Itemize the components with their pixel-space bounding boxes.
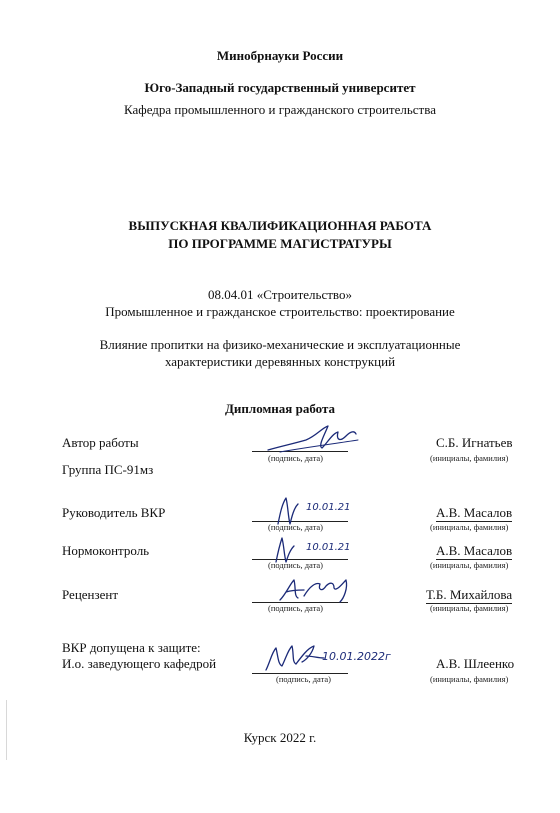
head-handwritten-date: 10.01.2022г <box>322 650 391 663</box>
supervisor-signature <box>270 494 310 528</box>
student-group: Группа ПС-91мз <box>62 462 154 477</box>
reviewer-name: Т.Б. Михайлова <box>426 587 513 602</box>
reviewer-role-label: Рецензент <box>62 587 119 602</box>
university-name: Юго-Западный государственный университет <box>144 80 416 95</box>
document-title-line2: ПО ПРОГРАММЕ МАГИСТРАТУРЫ <box>168 236 392 251</box>
normcontrol-name-caption: (инициалы, фамилия) <box>430 560 509 570</box>
supervisor-handwritten-date: 10.01.21 <box>306 502 351 513</box>
head-name: А.В. Шлеенко <box>436 656 515 671</box>
normcontrol-signature <box>270 534 310 566</box>
reviewer-signature-caption: (подпись, дата) <box>268 603 324 613</box>
supervisor-role-label: Руководитель ВКР <box>62 505 166 520</box>
specialty-profile: Промышленное и гражданское строительство: проектирование <box>105 304 455 319</box>
scan-margin-line <box>6 700 7 760</box>
reviewer-signature <box>276 572 356 606</box>
normcontrol-name: А.В. Масалов <box>436 543 513 558</box>
head-signature-caption: (подпись, дата) <box>276 674 332 684</box>
normcontrol-signature-caption: (подпись, дата) <box>268 560 324 570</box>
author-role-label: Автор работы <box>62 435 139 450</box>
ministry-name: Минобрнауки России <box>216 48 344 63</box>
city-year: Курск 2022 г. <box>243 730 317 745</box>
author-signature-caption: (подпись, дата) <box>268 453 324 463</box>
supervisor-signature-caption: (подпись, дата) <box>268 522 324 532</box>
head-name-caption: (инициалы, фамилия) <box>430 674 509 684</box>
head-role-label: И.о. заведующего кафедрой <box>62 656 217 671</box>
department-name: Кафедра промышленного и гражданского строительства <box>124 102 436 117</box>
work-type: Дипломная работа <box>224 401 336 416</box>
normcontrol-role-label: Нормоконтроль <box>62 543 150 558</box>
author-name-caption: (инициалы, фамилия) <box>430 453 509 463</box>
supervisor-name: А.В. Масалов <box>436 505 513 520</box>
admission-label: ВКР допущена к защите: <box>62 640 201 655</box>
normcontrol-handwritten-date: 10.01.21 <box>306 542 351 553</box>
author-signature <box>262 418 362 458</box>
author-name: С.Б. Игнатьев <box>436 435 513 450</box>
reviewer-name-caption: (инициалы, фамилия) <box>430 603 509 613</box>
document-title-line1: ВЫПУСКНАЯ КВАЛИФИКАЦИОННАЯ РАБОТА <box>128 218 432 233</box>
topic-line2: характеристики деревянных конструкций <box>164 354 396 369</box>
specialty-code: 08.04.01 «Строительство» <box>208 287 352 302</box>
supervisor-name-caption: (инициалы, фамилия) <box>430 522 509 532</box>
topic-line1: Влияние пропитки на физико-механические и эксплуатационные <box>99 337 461 352</box>
